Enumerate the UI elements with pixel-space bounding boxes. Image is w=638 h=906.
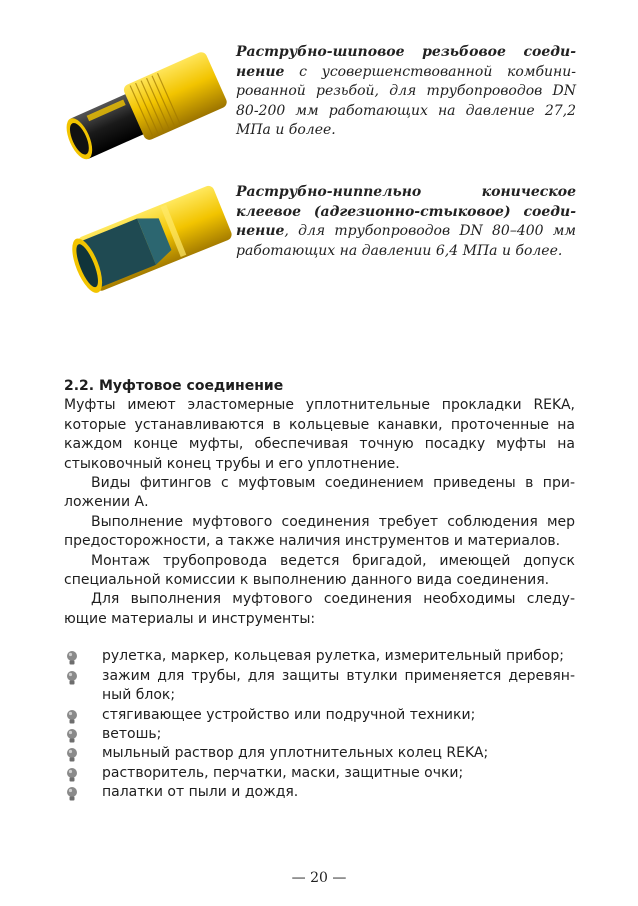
figure-threaded-coupling [62, 40, 234, 172]
paragraph-2: Виды фитингов с муфтовым соединением приведены в приложении А. [64, 475, 575, 511]
figure-2-caption-lead: Раструбно-ниппельно коническое клеевое (адгезионно-стыковое) соединение [236, 184, 576, 239]
list-item [64, 667, 575, 706]
paragraph-3: Выполнение муфтового соединения требует соблюдения мер предосторожности, а также наличия инструментов и материалов. [64, 513, 575, 550]
figure-2-caption [236, 183, 576, 261]
list-item [64, 744, 575, 763]
section-body [64, 377, 575, 803]
list-item [64, 647, 575, 666]
lightbulb-bullet-icon [64, 670, 80, 686]
list-item-text: палатки от пыли и дождя. [102, 784, 299, 801]
tools-list [64, 647, 575, 802]
lightbulb-bullet-icon [64, 767, 80, 783]
list-item [64, 783, 575, 802]
lightbulb-bullet-icon [64, 728, 80, 744]
list-item-text: рулетка, маркер, кольцевая рулетка, измерительный прибор; [102, 648, 564, 665]
figure-adhesive-coupling [62, 180, 234, 300]
paragraph-5: Для выполнения муфтового соединения необходимы следующие материалы и инструменты: [64, 591, 575, 627]
figure-2-caption-text: , для трубопроводов DN 80–400 мм работающих на давлении 6,4 МПа и более. [236, 223, 576, 259]
page-number: — 20 — [291, 870, 347, 886]
lightbulb-bullet-icon [64, 650, 80, 666]
paragraph-1: Муфты имеют эластомерные уплотнительные прокладки REKA, которые устанавливаются в кольцевые канавки, проточенные на каждом конце муфты, обеспечивая точную посадку муфты на стыковочный конец трубы и его уплотнение. [64, 397, 575, 472]
figure-1-caption-text: с усовершенствованной комбинированной резьбой, для трубопроводов DN 80-200 мм работающих на давление 27,2 МПа и более. [236, 63, 576, 138]
list-item-text: стягивающее устройство или подручной техники; [102, 706, 476, 723]
list-item-text: мыльный раствор для уплотнительных колец REKA; [102, 745, 489, 762]
lightbulb-bullet-icon [64, 709, 80, 725]
list-item [64, 706, 575, 725]
figure-1-caption-lead: Раструбно-шиповое резьбовое соединение [236, 44, 576, 80]
section-heading: 2.2. Муфтовое соединение [64, 378, 284, 394]
paragraph-4: Монтаж трубопровода ведется бригадой, имеющей допуск специальной комиссии к выполнению данного вида соединения. [64, 552, 575, 589]
lightbulb-bullet-icon [64, 747, 80, 763]
list-item-text: ветошь; [102, 725, 162, 742]
figure-1-caption [236, 43, 576, 141]
list-item-text: растворитель, перчатки, маски, защитные очки; [102, 764, 464, 781]
list-item [64, 764, 575, 783]
list-item-text: зажим для трубы, для защиты втулки применяется деревянный блок; [102, 667, 575, 704]
list-item [64, 725, 575, 744]
lightbulb-bullet-icon [64, 786, 80, 802]
